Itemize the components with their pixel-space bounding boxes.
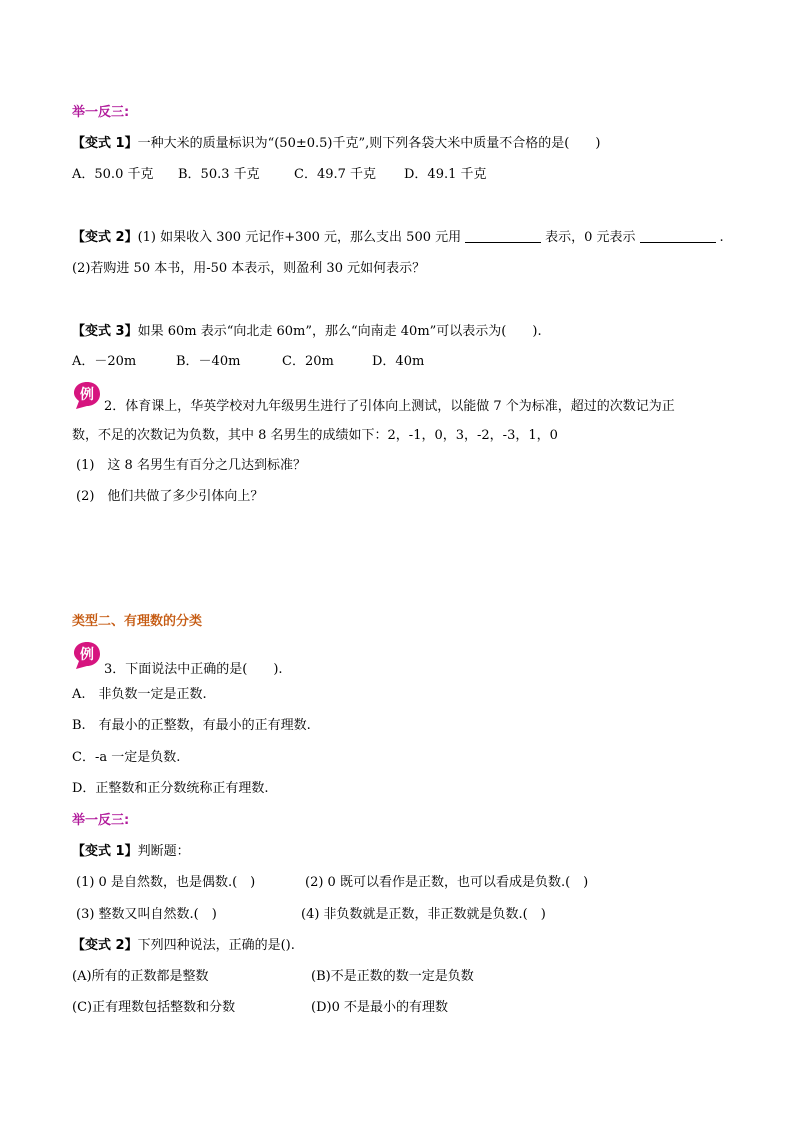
judge-text: 判断题：: [137, 844, 190, 859]
variant-1-question: [72, 135, 600, 153]
variant-2-line-2: (2)若购进 50 本书，用-50 本表示，则盈利 30 元如何表示？: [72, 261, 426, 276]
option-d: D．40m: [372, 354, 425, 369]
variant-3-text: 如果 60m 表示“向北走 60m”，那么“向南走 40m”可以表示为( ).: [137, 324, 542, 339]
judge-item-4: (4) 非负数就是正数，非正数就是负数.( ): [301, 907, 546, 922]
example-2-line-1: 2．体育课上，华英学校对九年级男生进行了引体向上测试，以能做 7 个为标准，超过的次数记为正: [104, 399, 675, 414]
variant-2b-option-a: (A)所有的正数都是整数: [72, 969, 209, 984]
variant-2-tag: 【变式 2】: [72, 230, 138, 245]
example-3-option-b: B. 有最小的正整数，有最小的正有理数.: [72, 718, 311, 733]
variant-2-text-c: .: [719, 230, 724, 245]
judge-item-3: (3) 整数又叫自然数.( ): [76, 907, 217, 922]
option-d: D．49.1 千克: [404, 167, 487, 182]
judge-tag: 【变式 1】: [72, 844, 138, 859]
variant-2b-text: 下列四种说法，正确的是().: [137, 938, 295, 953]
section-heading-2: 举一反三:: [72, 813, 130, 828]
variant-2b-option-d: (D)0 不是最小的有理数: [311, 1000, 448, 1015]
variant-1-tag: 【变式 1】: [72, 136, 138, 151]
variant-2-question: [72, 229, 724, 247]
option-a: A．50.0 千克: [72, 167, 154, 182]
example-3-option-a: A. 非负数一定是正数.: [72, 687, 207, 702]
judge-item-1: (1) 0 是自然数，也是偶数.( ): [76, 875, 256, 890]
variant-1-text: 一种大米的质量标识为“(50±0.5)千克”,则下列各袋大米中质量不合格的是( ): [137, 136, 601, 151]
judge-item-2: (2) 0 既可以看作是正数，也可以看成是负数.( ): [305, 875, 589, 890]
example-3-option-c: C．-a 一定是负数.: [72, 750, 181, 765]
example-badge-label: 例: [80, 387, 94, 403]
option-b: B．50.3 千克: [178, 167, 260, 182]
example-badge-icon: [72, 640, 102, 670]
variant-2b-tag: 【变式 2】: [72, 938, 138, 953]
variant-3-tag: 【变式 3】: [72, 324, 138, 339]
option-c: C．49.7 千克: [294, 167, 377, 182]
example-3-option-d: D．正整数和正分数统称正有理数.: [72, 781, 269, 796]
judge-question: [72, 843, 190, 861]
variant-2-text-b: 表示，0 元表示: [545, 230, 636, 245]
section-heading-1: 举一反三:: [72, 105, 130, 120]
answer-blank-2[interactable]: [640, 229, 716, 243]
option-b: B．－40m: [176, 354, 241, 369]
example-badge-icon: [72, 380, 102, 410]
example-2-line-2: 数，不足的次数记为负数，其中 8 名男生的成绩如下：2，-1，0，3，-2，-3，1，0: [72, 428, 558, 443]
example-3-stem: 3．下面说法中正确的是( ).: [104, 662, 283, 677]
example-2-question-2: (2) 他们共做了多少引体向上？: [76, 489, 264, 504]
variant-3-question: [72, 323, 542, 341]
variant-2b-question: [72, 937, 295, 955]
example-2-question-1: (1) 这 8 名男生有百分之几达到标准？: [76, 458, 306, 473]
type-2-heading: 类型二、有理数的分类: [72, 614, 203, 629]
variant-1-options: [72, 166, 487, 184]
variant-2-text-a: (1) 如果收入 300 元记作+300 元，那么支出 500 元用: [137, 230, 462, 245]
answer-blank-1[interactable]: [465, 229, 541, 243]
variant-3-options: [72, 353, 424, 371]
example-badge-label: 例: [80, 647, 94, 663]
option-c: C．20m: [282, 354, 334, 369]
variant-2b-option-c: (C)正有理数包括整数和分数: [72, 1000, 236, 1015]
variant-2b-option-b: (B)不是正数的数一定是负数: [311, 969, 474, 984]
option-a: A．－20m: [72, 354, 137, 369]
